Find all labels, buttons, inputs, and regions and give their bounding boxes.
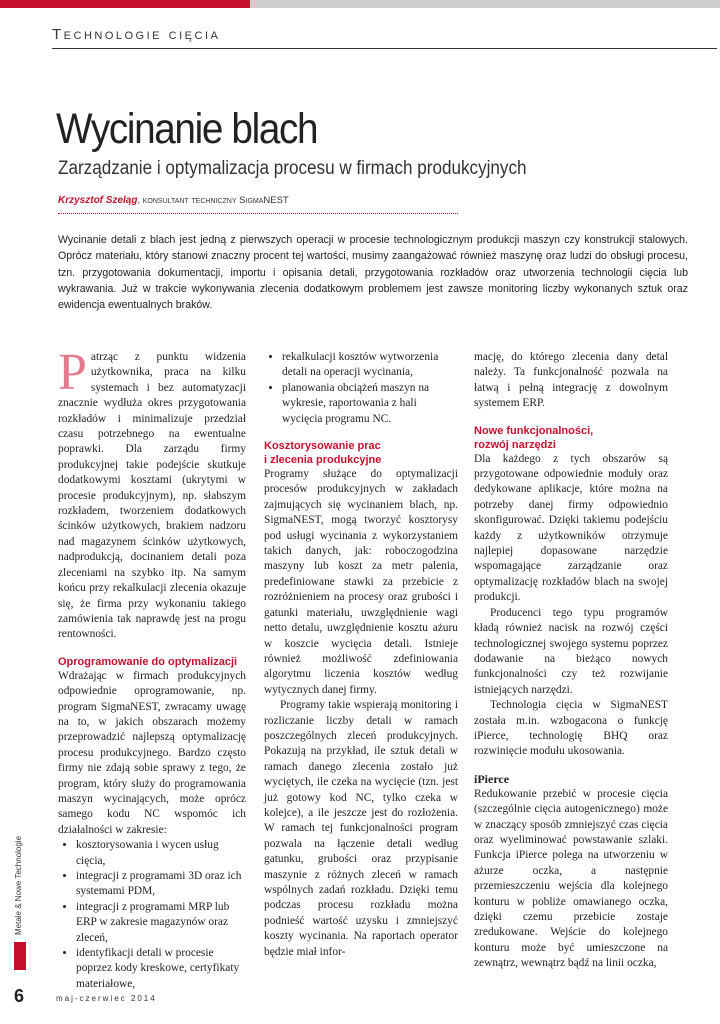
heading-line: i zlecenia produkcyjne <box>264 454 382 467</box>
list-item: • integracji z programami 3D oraz ich systemami PDM, <box>76 869 246 900</box>
section-divider <box>52 48 717 49</box>
heading-line: Kosztorysowanie prac <box>264 440 381 453</box>
heading-line: rozwój narzędzi <box>474 438 556 451</box>
article-title: Wycinanie blach <box>56 105 318 153</box>
author-name: Krzysztof Szeląg <box>58 195 138 206</box>
lead-paragraph <box>58 232 688 313</box>
paragraph: Wdrażając w firmach produkcyjnych odpowiednie oprogramowanie, np. program SigmaNEST, zwracamy uwagę na to, w jakich obszarach możemy przeprowadzić najlepszą optymalizację procesu produkcyjnego. Bardzo często firmy nie zdają sobie sprawy z tego, że program, który służy do programowania maszyn wycinających, może oprócz samego kodu NC wspomóc ich działalności w zakresie: <box>58 669 246 836</box>
paragraph: Programy takie wspierają monitoring i rozliczanie liczby detali w ramach poszczególnych zleceń produkcyjnych. Pokazują na przykład, ile sztuk detali w ramach danego zlecenia zostało już wyciętych, ile czeka na wycięcie (tzn. jest już gotowy kod NC, tylko czeka w kolejce), a ile jeszcze jest do rozłożenia. W ramach tej funkcjonalności program pozwala na łączenie detali według gatunku, grubości oraz przypisanie maszynie z różnych zleceń w ramach wspólnych zadań rozkładu. Dzięki temu podczas procesu rozkładu można podnieść wartość uzysku i zmniejszyć koszty wycinania. Na raportach operator będzie miał infor- <box>264 699 458 958</box>
byline-divider <box>58 213 458 214</box>
column-2 <box>264 350 458 960</box>
section-heading <box>474 424 668 452</box>
magazine-logo <box>14 942 26 970</box>
issue-date: maj-czerwiec 2014 <box>56 994 157 1003</box>
paragraph-text: atrząc z punktu widzenia użytkownika, praca na kilku systemach i bez automatyzacji znacznie wydłuża okres przygotowania rozkładów i minimalizuje przedział czasu potrzebnego na ewentualne poprawki. Dla zarządu firmy produkcyjnej takie podejście skutkuje dodatkowymi kosztami (ukrytymi w procesie produkcyjnym), np. słabszym rozkładem, tworzeniem dodatkowych ścinków użytkowych, brakiem nadzoru nad magazynem ścinków użytkowych, nadprodukcją, docinaniem detali poza zleceniami na szybko itp. Na samym końcu przy rekalkulacji zlecenia okazuje się, że firma przy wykonaniu takiego zamówienia tak naprawdę jest na progu rentowności. <box>58 351 246 641</box>
list-item: • rekalkulacji kosztów wytworzenia detali na operacji wycinania, <box>282 350 458 381</box>
heading-line: Nowe funkcjonalności, <box>474 424 594 437</box>
author-role: , konsultant techniczny SigmaNEST <box>137 195 289 206</box>
lead-text: Wycinanie detali z blach jest jedną z pierwszych operacji w procesie technologicznym produkcji maszyn czy konstrukcji stalowych. Oprócz materiału, który stanowi znaczny procent tej wartości, musimy zaangażować również maszynę oraz ludzi do obsługi procesu, tzn. przygotowania dokumentacji, importu i opisania detali, przygotowania rozkładów oraz utworzenia technologii cięcia lub wykrawania. Już w trakcie wykonywania zlecenia dodatkowym problemem jest zawsze monitoring liczby wykonanych sztuk oraz ewidencja ewentualnych braków. <box>58 234 688 312</box>
paragraph: mację, do którego zlecenia dany detal należy. Ta funkcjonalność pozwala na łatwą i pełną integrację z dowolnym systemem ERP. <box>474 351 668 410</box>
column-3 <box>474 350 668 972</box>
paragraph: Redukowanie przebić w procesie cięcia (szczególnie cięcia autogenicznego) może w znaczący sposób zmniejszyć czas cięcia oraz wyeliminować powstawanie szlaki. Funkcja iPierce polega na utworzeniu w ażurze oczka, a następnie przemieszczeniu wejścia dla kolejnego konturu w pobliże omawianego oczka, dzięki czemu przebicie zostaje zredukowane. Wejście do kolejnego konturu może być umieszczone na zewnątrz, wewnątrz bądź na linii oczka, <box>474 787 668 970</box>
list-item: • integracji z programami MRP lub ERP w zakresie magazynów oraz zleceń, <box>76 900 246 946</box>
page-number: 6 <box>14 986 25 1006</box>
drop-cap: P <box>58 344 87 401</box>
list-item: • identyfikacji detali w procesie poprzez kody kreskowe, certyfikaty materiałowe, <box>76 946 246 992</box>
article-subtitle: Zarządzanie i optymalizacja procesu w firmach produkcyjnych <box>58 158 527 179</box>
magazine-side-label: Metale & Nowe Technologie <box>14 835 23 935</box>
paragraph <box>58 344 246 643</box>
subsection-heading: iPierce <box>474 771 510 786</box>
list-item: • planowania obciążeń maszyn na wykresie, raportowania z hali wycięcia programu NC. <box>282 381 458 427</box>
paragraph: Programy służące do optymalizacji procesów produkcyjnych w zakładach zajmujących się wycinaniem blach, np. SigmaNEST, mogą tworzyć kosztorysy pod usługi wycinania z wykorzystaniem takich danych, jak: roboczogodzina maszyny lub koszt za metr palenia, predefiniowane stawki za przebicie z rozróżnieniem na procesy oraz grubości i gatunki materiału, uwzględnienie wagi netto detalu, uwzględnienie kosztu ażuru w koszcie wycięcia detali. Istnieje również możliwość zdefiniowania algorytmu liczenia kosztów według wytycznych danej firmy. <box>264 468 458 696</box>
bullet-list <box>264 350 458 427</box>
section-label: Technologie cięcia <box>52 26 221 43</box>
header-bar <box>250 0 720 8</box>
list-item: • kosztorysowania i wycen usług cięcia, <box>76 838 246 869</box>
byline <box>58 195 289 206</box>
paragraph: Producenci tego typu programów kładą również nacisk na rozwój części technologicznej swojego systemu poprzez dodawanie na bieżąco nowych funkcjonalności czy też rozwijanie istniejących narzędzi. <box>474 606 668 696</box>
header-accent-bar <box>0 0 250 8</box>
section-heading <box>264 439 458 467</box>
paragraph: Technologia cięcia w SigmaNEST została m.in. wzbogacona o funkcję iPierce, technologię BHQ oraz rozwinięcie modułu ukosowania. <box>474 699 668 758</box>
bullet-list <box>58 838 246 992</box>
paragraph: Dla każdego z tych obszarów są przygotowane odpowiednie moduły oraz dedykowane aplikacje, które można na potrzeby danej firmy odpowiednio skonfigurować. Dzięki takiemu podejściu każdy z użytkowników otrzymuje najlepiej dopasowane narzędzie wspomagające zarządzanie oraz optymalizację rozkładów blach na swojej produkcji. <box>474 452 668 604</box>
column-1 <box>58 344 246 992</box>
section-heading: Oprogramowanie do optymalizacji <box>58 655 238 668</box>
